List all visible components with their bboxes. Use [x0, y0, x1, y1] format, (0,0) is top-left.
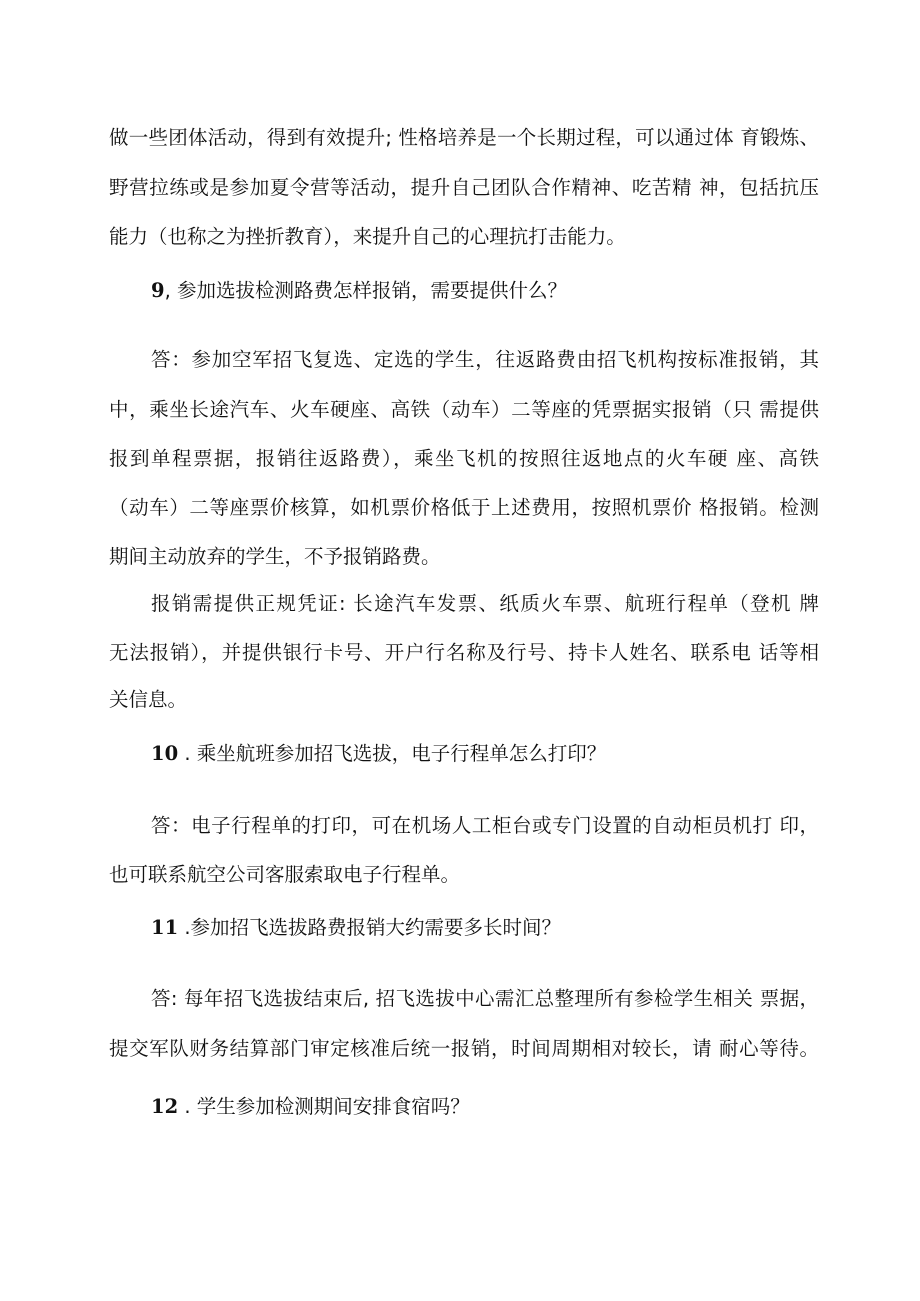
question-text: .参加招飞选拔路费报销大约需要多长时间？ — [178, 916, 562, 939]
question-text: . 乘坐航班参加招飞选拔，电子行程单怎么打印？ — [178, 742, 607, 765]
paragraph-line: 期间主动放弃的学生，不予报销路费。 — [109, 545, 441, 568]
question-heading-10 — [151, 740, 819, 768]
paragraph-line: 无法报销），并提供银行卡号、开户行名称及行号、持卡人姓名、联系电 话等相 — [109, 641, 819, 664]
paragraph-line: 做一些团体活动，得到有效提升; 性格培养是一个长期过程，可以通过体 育锻炼、 — [109, 126, 819, 149]
question-number: 10 — [151, 742, 179, 765]
question-number: 12 — [151, 1095, 179, 1118]
question-text: . 学生参加检测期间安排食宿吗？ — [178, 1095, 470, 1118]
question-heading-11 — [151, 914, 819, 942]
paragraph-line: 野营拉练或是参加夏令营等活动，提升自己团队合作精神、吃苦精 神，包括抗压 — [109, 176, 819, 199]
question-heading-9 — [151, 277, 819, 305]
paragraph-line: 报到单程票据，报销往返路费），乘坐飞机的按照往返地点的火车硬 座、高铁 — [109, 447, 819, 470]
paragraph-line: 提交军队财务结算部门审定核准后统一报销，时间周期相对较长，请 耐心等待。 — [109, 1037, 819, 1060]
paragraph-line: 答：参加空军招飞复选、定选的学生，往返路费由招飞机构按标准报销，其 — [151, 348, 819, 371]
question-number: 11 — [151, 916, 179, 939]
paragraph-line: 答：电子行程单的打印，可在机场人工柜台或专门设置的自动柜员机打 印， — [151, 814, 819, 837]
paragraph-line: 关信息。 — [109, 688, 188, 711]
question-text: , 参加选拔检测路费怎样报销，需要提供什么？ — [164, 279, 567, 302]
paragraph-line: 报销需提供正规凭证: 长途汽车发票、纸质火车票、航班行程单（登机 牌 — [151, 592, 819, 615]
paragraph-line: 也可联系航空公司客服索取电子行程单。 — [109, 863, 461, 886]
paragraph-line: 中，乘坐长途汽车、火车硬座、高铁（动车）二等座的凭票据实报销（只 需提供 — [109, 398, 819, 421]
paragraph-line: 答: 每年招飞选拔结束后, 招飞选拔中心需汇总整理所有参检学生相关 票据， — [151, 987, 819, 1010]
paragraph-line: 能力（也称之为挫折教育），来提升自己的心理抗打击能力。 — [109, 225, 626, 248]
question-heading-12 — [151, 1093, 819, 1121]
paragraph-line: （动车）二等座票价核算，如机票价格低于上述费用，按照机票价 格报销。检测 — [109, 496, 819, 519]
question-number: 9 — [151, 279, 165, 302]
